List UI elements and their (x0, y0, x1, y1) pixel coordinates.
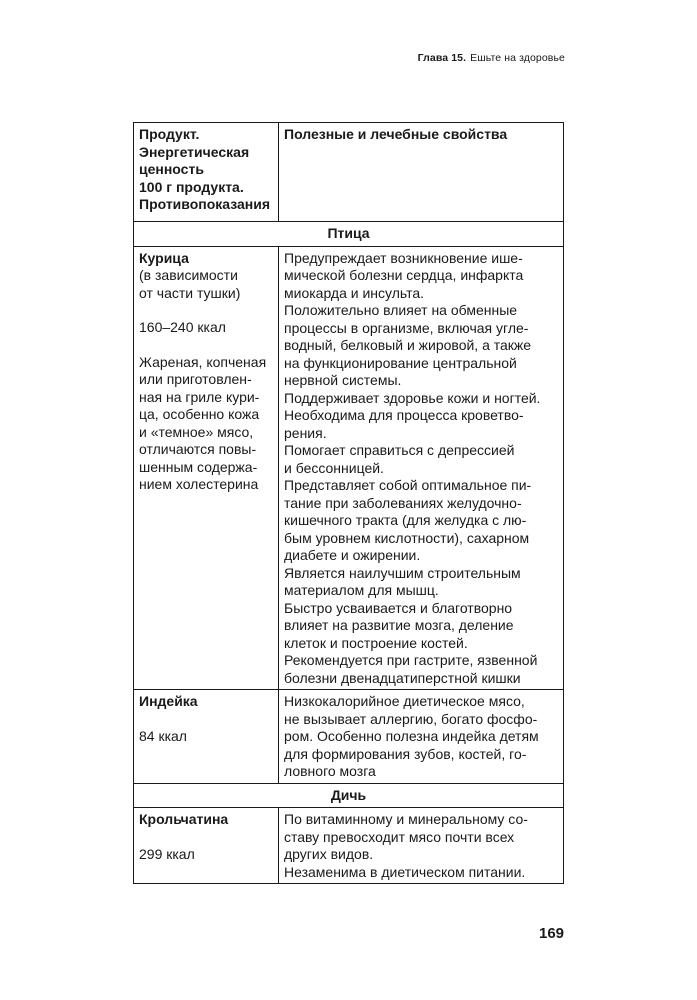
contraindication-line: ца, особенно кожа (139, 406, 260, 422)
product-name: Индейка (139, 693, 198, 709)
properties-cell-rabbit (279, 808, 564, 884)
property-line: бым уровнем кислотности), сахарном (284, 529, 530, 546)
property-line: тание при заболеваниях желудочно- (284, 494, 522, 511)
header-left-line: Продукт. (139, 126, 200, 142)
property-line: водный, белковый и жировой, а также (284, 337, 532, 353)
product-kcal: 299 ккал (139, 845, 195, 862)
contraindication-line: шенным содержа- (139, 458, 258, 475)
properties-cell-turkey (279, 690, 564, 784)
product-note: (в зависимости (139, 267, 238, 283)
property-line: Быстро усваивается и благотворно (284, 599, 513, 616)
section-title-poultry: Птица (134, 222, 564, 247)
section-row (134, 783, 564, 808)
property-line: Помогает справиться с депрессией (284, 442, 515, 458)
property-line: миокарда и инсульта. (284, 284, 425, 301)
contraindication-line: ная на гриле кури- (139, 388, 260, 405)
property-line: других видов. (284, 846, 374, 862)
page-number: 169 (539, 925, 565, 942)
property-line: По витаминному и минеральному со- (284, 811, 528, 827)
contraindication-line: отличаются повы- (139, 441, 257, 457)
property-line: Незаменима в диетическом питании. (284, 863, 526, 880)
header-left-line: Энергетическая (139, 143, 250, 160)
product-name: Курица (139, 249, 189, 266)
property-line: болезни двенадцатиперстной кишки (284, 669, 521, 686)
property-line: Положительно влияет на обменные (284, 302, 518, 318)
property-line: Является наилучшим строительным (284, 564, 521, 581)
running-head (418, 52, 565, 64)
property-line: Предупреждает возникновение ише- (284, 249, 523, 266)
chapter-title: Ешьте на здоровье (470, 52, 565, 64)
section-row (134, 222, 564, 247)
header-left-line: ценность (139, 161, 204, 177)
property-line: Поддерживает здоровье кожи и ногтей. (284, 389, 541, 406)
property-line: материалом для мышц. (284, 582, 439, 598)
property-line: для формирования зубов, костей, го- (284, 745, 527, 762)
table-row (134, 690, 564, 784)
product-note: от части тушки) (139, 284, 241, 301)
product-cell-rabbit (134, 808, 279, 884)
property-line: диабете и ожирении. (284, 547, 421, 563)
property-line: мической болезни сердца, инфаркта (284, 267, 524, 283)
property-line: Низкокалорийное диетическое мясо, (284, 693, 525, 709)
property-line: нервной системы. (284, 372, 402, 388)
property-line: влияет на развитие мозга, деление (284, 617, 514, 633)
property-line: процессы в организме, включая угле- (284, 319, 529, 336)
property-line: Представляет собой оптимальное пи- (284, 477, 532, 493)
product-kcal: 84 ккал (139, 727, 187, 744)
property-line: и бессонницей. (284, 459, 384, 476)
properties-cell-chicken (279, 246, 564, 690)
property-line: на функционирование центральной (284, 354, 517, 371)
contraindication-line: или приготовлен- (139, 371, 252, 387)
property-line: ловного мозга (284, 763, 376, 779)
property-line: рения. (284, 424, 327, 441)
property-line: ставу превосходит мясо почти всех (284, 828, 515, 845)
property-line: Рекомендуется при гастрите, язвенной (284, 652, 538, 668)
contraindication-line: Жареная, копченая (139, 353, 267, 370)
product-kcal: 160–240 ккал (139, 319, 226, 335)
property-line: Необходима для процесса кроветво- (284, 407, 524, 423)
section-title-game: Дичь (134, 783, 564, 808)
property-line: клеток и построение костей. (284, 634, 468, 651)
contraindication-line: нием холестерина (139, 476, 259, 492)
product-cell-chicken (134, 246, 279, 690)
header-left-line: 100 г продукта. (139, 178, 244, 195)
product-cell-turkey (134, 690, 279, 784)
chapter-label: Глава 15. (417, 52, 467, 64)
header-right-cell (279, 123, 564, 222)
table-header-row (134, 123, 564, 222)
header-left-cell (134, 123, 279, 222)
property-line: не вызывает аллергию, богато фосфо- (284, 710, 538, 727)
contraindication-line: и «темное» мясо, (139, 423, 254, 440)
property-line: кишечного тракта (для желудка с лю- (284, 512, 527, 528)
header-left-line: Противопоказания (139, 196, 271, 212)
property-line: ром. Особенно полезна индейка детям (284, 728, 539, 744)
header-right-label: Полезные и лечебные свойства (284, 126, 508, 142)
table-row (134, 246, 564, 690)
product-name: Крольчатина (139, 811, 229, 827)
table-row (134, 808, 564, 884)
product-table (133, 122, 564, 884)
